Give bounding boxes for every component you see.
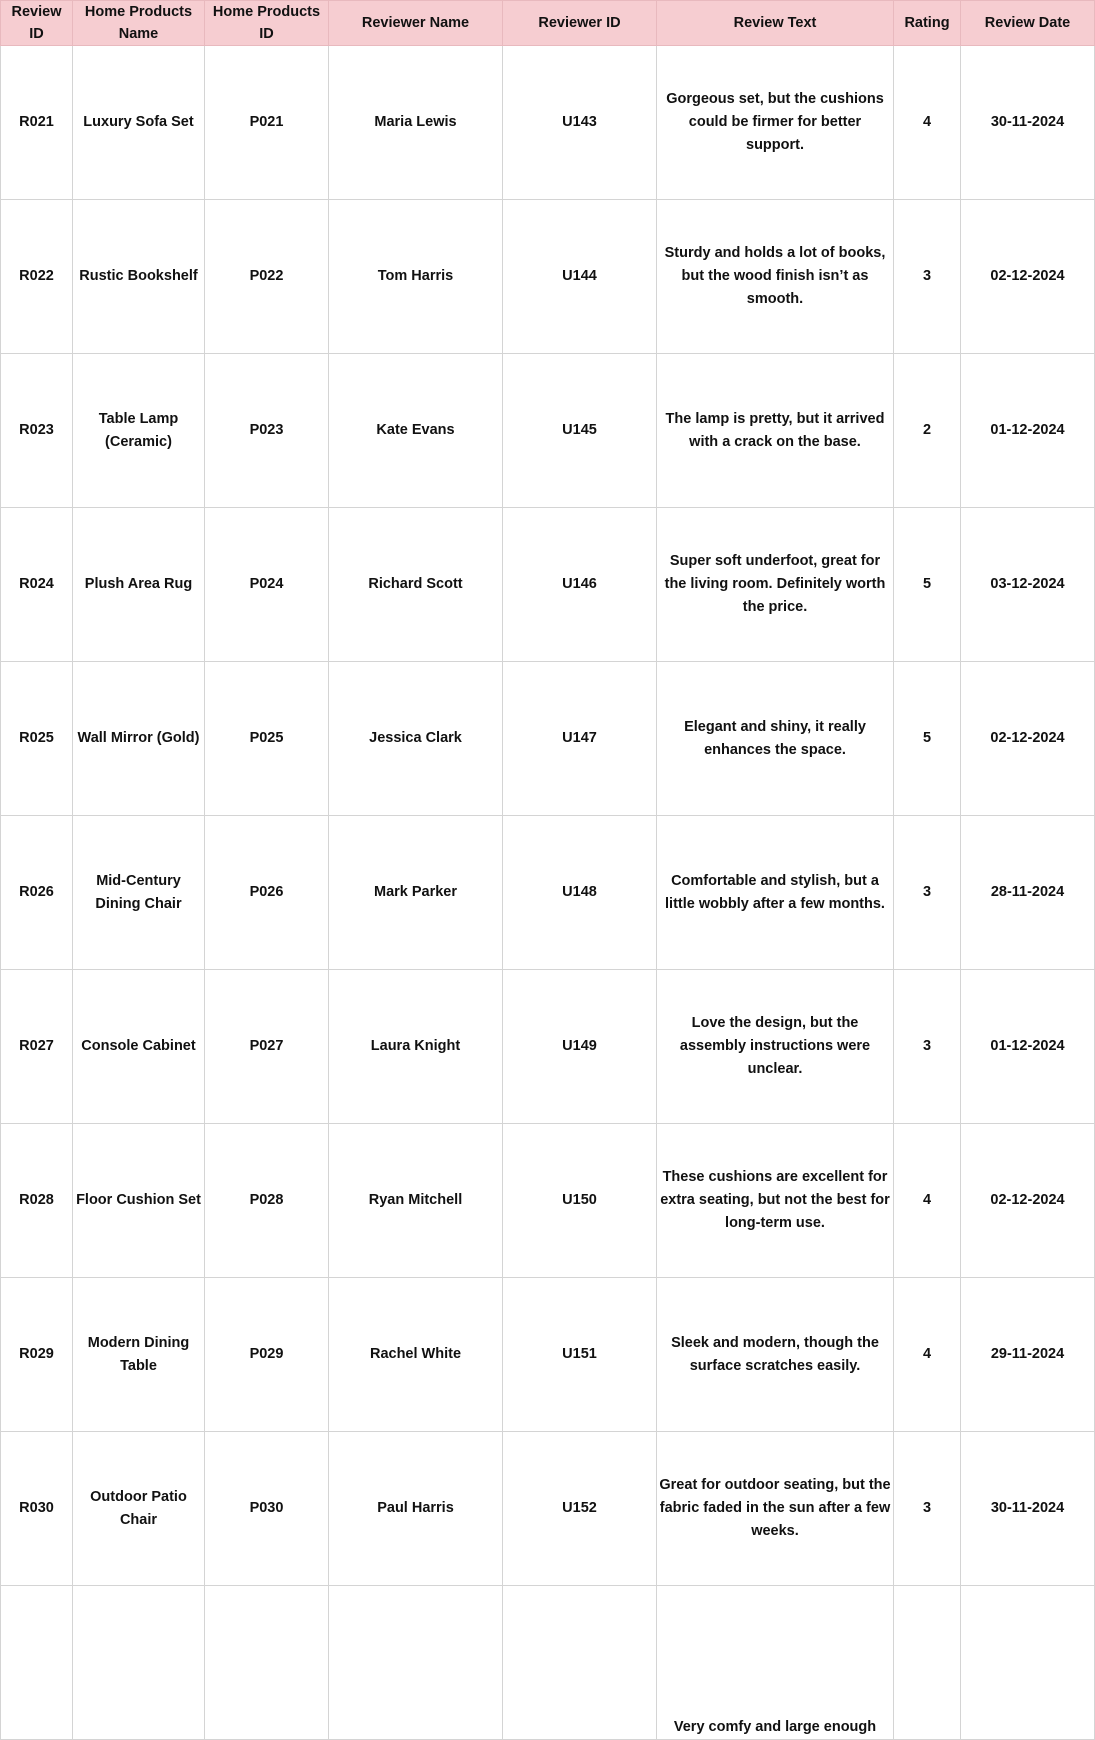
cell-product-id[interactable] bbox=[205, 1586, 329, 1740]
cell-reviewer-name[interactable]: Paul Harris bbox=[329, 1432, 503, 1586]
cell-review-date[interactable]: 02-12-2024 bbox=[961, 1124, 1095, 1278]
cell-rating[interactable]: 3 bbox=[894, 970, 961, 1124]
cell-reviewer-id[interactable] bbox=[503, 1586, 657, 1740]
cell-review-text[interactable]: Very comfy and large enough bbox=[657, 1586, 894, 1740]
cell-reviewer-id[interactable]: U150 bbox=[503, 1124, 657, 1278]
table-row bbox=[1, 508, 1095, 662]
cell-review-id[interactable]: R025 bbox=[1, 662, 73, 816]
cell-review-id[interactable]: R024 bbox=[1, 508, 73, 662]
cell-rating[interactable]: 3 bbox=[894, 816, 961, 970]
cell-product-name[interactable]: Floor Cushion Set bbox=[73, 1124, 205, 1278]
cell-product-id[interactable]: P024 bbox=[205, 508, 329, 662]
cell-product-name[interactable]: Wall Mirror (Gold) bbox=[73, 662, 205, 816]
cell-reviewer-name[interactable]: Ryan Mitchell bbox=[329, 1124, 503, 1278]
cell-reviewer-id[interactable]: U145 bbox=[503, 354, 657, 508]
cell-product-id[interactable]: P021 bbox=[205, 46, 329, 200]
cell-reviewer-name[interactable]: Tom Harris bbox=[329, 200, 503, 354]
cell-product-id[interactable]: P022 bbox=[205, 200, 329, 354]
cell-rating[interactable] bbox=[894, 1586, 961, 1740]
cell-review-text[interactable]: Sturdy and holds a lot of books, but the wood finish isn’t as smooth. bbox=[657, 200, 894, 354]
table-body bbox=[1, 46, 1095, 1740]
cell-review-date[interactable] bbox=[961, 1586, 1095, 1740]
cell-review-date[interactable]: 28-11-2024 bbox=[961, 816, 1095, 970]
cell-review-id[interactable]: R022 bbox=[1, 200, 73, 354]
cell-review-date[interactable]: 02-12-2024 bbox=[961, 200, 1095, 354]
table-row bbox=[1, 970, 1095, 1124]
table-row bbox=[1, 354, 1095, 508]
cell-reviewer-name[interactable]: Richard Scott bbox=[329, 508, 503, 662]
cell-product-name[interactable]: Plush Area Rug bbox=[73, 508, 205, 662]
cell-rating[interactable]: 5 bbox=[894, 662, 961, 816]
cell-reviewer-id[interactable]: U146 bbox=[503, 508, 657, 662]
cell-product-name[interactable]: Table Lamp (Ceramic) bbox=[73, 354, 205, 508]
table-row bbox=[1, 662, 1095, 816]
cell-rating[interactable]: 4 bbox=[894, 46, 961, 200]
cell-review-date[interactable]: 01-12-2024 bbox=[961, 970, 1095, 1124]
cell-review-id[interactable]: R023 bbox=[1, 354, 73, 508]
cell-rating[interactable]: 2 bbox=[894, 354, 961, 508]
cell-rating[interactable]: 3 bbox=[894, 200, 961, 354]
cell-reviewer-name[interactable]: Kate Evans bbox=[329, 354, 503, 508]
cell-reviewer-id[interactable]: U149 bbox=[503, 970, 657, 1124]
cell-rating[interactable]: 4 bbox=[894, 1278, 961, 1432]
cell-reviewer-id[interactable]: U144 bbox=[503, 200, 657, 354]
cell-review-date[interactable]: 01-12-2024 bbox=[961, 354, 1095, 508]
table-row bbox=[1, 46, 1095, 200]
cell-rating[interactable]: 5 bbox=[894, 508, 961, 662]
cell-reviewer-name[interactable]: Mark Parker bbox=[329, 816, 503, 970]
cell-reviewer-id[interactable]: U143 bbox=[503, 46, 657, 200]
cell-review-id[interactable]: R029 bbox=[1, 1278, 73, 1432]
cell-product-id[interactable]: P030 bbox=[205, 1432, 329, 1586]
cell-review-text[interactable]: These cushions are excellent for extra seating, but not the best for long-term use. bbox=[657, 1124, 894, 1278]
cell-review-id[interactable]: R026 bbox=[1, 816, 73, 970]
table-row bbox=[1, 1586, 1095, 1740]
cell-review-text[interactable]: Comfortable and stylish, but a little wobbly after a few months. bbox=[657, 816, 894, 970]
cell-review-text[interactable]: Elegant and shiny, it really enhances the space. bbox=[657, 662, 894, 816]
cell-reviewer-id[interactable]: U147 bbox=[503, 662, 657, 816]
cell-review-date[interactable]: 30-11-2024 bbox=[961, 1432, 1095, 1586]
cell-review-date[interactable]: 29-11-2024 bbox=[961, 1278, 1095, 1432]
cell-reviewer-id[interactable]: U151 bbox=[503, 1278, 657, 1432]
cell-reviewer-name[interactable]: Laura Knight bbox=[329, 970, 503, 1124]
cell-rating[interactable]: 4 bbox=[894, 1124, 961, 1278]
cell-product-name[interactable]: Modern Dining Table bbox=[73, 1278, 205, 1432]
cell-review-date[interactable]: 30-11-2024 bbox=[961, 46, 1095, 200]
cell-product-id[interactable]: P027 bbox=[205, 970, 329, 1124]
cell-review-text[interactable]: Love the design, but the assembly instructions were unclear. bbox=[657, 970, 894, 1124]
cell-rating[interactable]: 3 bbox=[894, 1432, 961, 1586]
cell-review-id[interactable]: R030 bbox=[1, 1432, 73, 1586]
header-review-date[interactable]: Review Date bbox=[961, 1, 1095, 46]
header-review-text[interactable]: Review Text bbox=[657, 1, 894, 46]
table-row bbox=[1, 1432, 1095, 1586]
header-product-id[interactable]: Home Products ID bbox=[205, 1, 329, 46]
cell-product-name[interactable]: Console Cabinet bbox=[73, 970, 205, 1124]
cell-reviewer-id[interactable]: U148 bbox=[503, 816, 657, 970]
header-rating[interactable]: Rating bbox=[894, 1, 961, 46]
cell-reviewer-id[interactable]: U152 bbox=[503, 1432, 657, 1586]
cell-product-id[interactable]: P028 bbox=[205, 1124, 329, 1278]
cell-product-name[interactable]: Outdoor Patio Chair bbox=[73, 1432, 205, 1586]
cell-reviewer-name[interactable]: Jessica Clark bbox=[329, 662, 503, 816]
cell-product-name[interactable]: Mid-Century Dining Chair bbox=[73, 816, 205, 970]
header-row bbox=[1, 1, 1095, 46]
cell-product-name[interactable]: Luxury Sofa Set bbox=[73, 46, 205, 200]
cell-product-id[interactable]: P026 bbox=[205, 816, 329, 970]
cell-review-id[interactable]: R027 bbox=[1, 970, 73, 1124]
cell-review-text[interactable]: The lamp is pretty, but it arrived with a crack on the base. bbox=[657, 354, 894, 508]
table-row bbox=[1, 1124, 1095, 1278]
table-row bbox=[1, 1278, 1095, 1432]
cell-reviewer-name[interactable] bbox=[329, 1586, 503, 1740]
cell-product-id[interactable]: P023 bbox=[205, 354, 329, 508]
cell-review-id[interactable]: R028 bbox=[1, 1124, 73, 1278]
cell-review-text[interactable]: Super soft underfoot, great for the living room. Definitely worth the price. bbox=[657, 508, 894, 662]
cell-product-name[interactable] bbox=[73, 1586, 205, 1740]
cell-reviewer-name[interactable]: Rachel White bbox=[329, 1278, 503, 1432]
header-product-name[interactable]: Home Products Name bbox=[73, 1, 205, 46]
cell-product-name[interactable]: Rustic Bookshelf bbox=[73, 200, 205, 354]
cell-review-date[interactable]: 02-12-2024 bbox=[961, 662, 1095, 816]
cell-product-id[interactable]: P029 bbox=[205, 1278, 329, 1432]
cell-review-text[interactable]: Great for outdoor seating, but the fabric faded in the sun after a few weeks. bbox=[657, 1432, 894, 1586]
header-review-id[interactable]: Review ID bbox=[1, 1, 73, 46]
cell-reviewer-name[interactable]: Maria Lewis bbox=[329, 46, 503, 200]
cell-review-date[interactable]: 03-12-2024 bbox=[961, 508, 1095, 662]
cell-review-id[interactable]: R021 bbox=[1, 46, 73, 200]
table-row bbox=[1, 816, 1095, 970]
cell-review-text[interactable]: Sleek and modern, though the surface scratches easily. bbox=[657, 1278, 894, 1432]
cell-review-text[interactable]: Gorgeous set, but the cushions could be firmer for better support. bbox=[657, 46, 894, 200]
cell-product-id[interactable]: P025 bbox=[205, 662, 329, 816]
table-row bbox=[1, 200, 1095, 354]
header-reviewer-name[interactable]: Reviewer Name bbox=[329, 1, 503, 46]
cell-review-id[interactable] bbox=[1, 1586, 73, 1740]
header-reviewer-id[interactable]: Reviewer ID bbox=[503, 1, 657, 46]
